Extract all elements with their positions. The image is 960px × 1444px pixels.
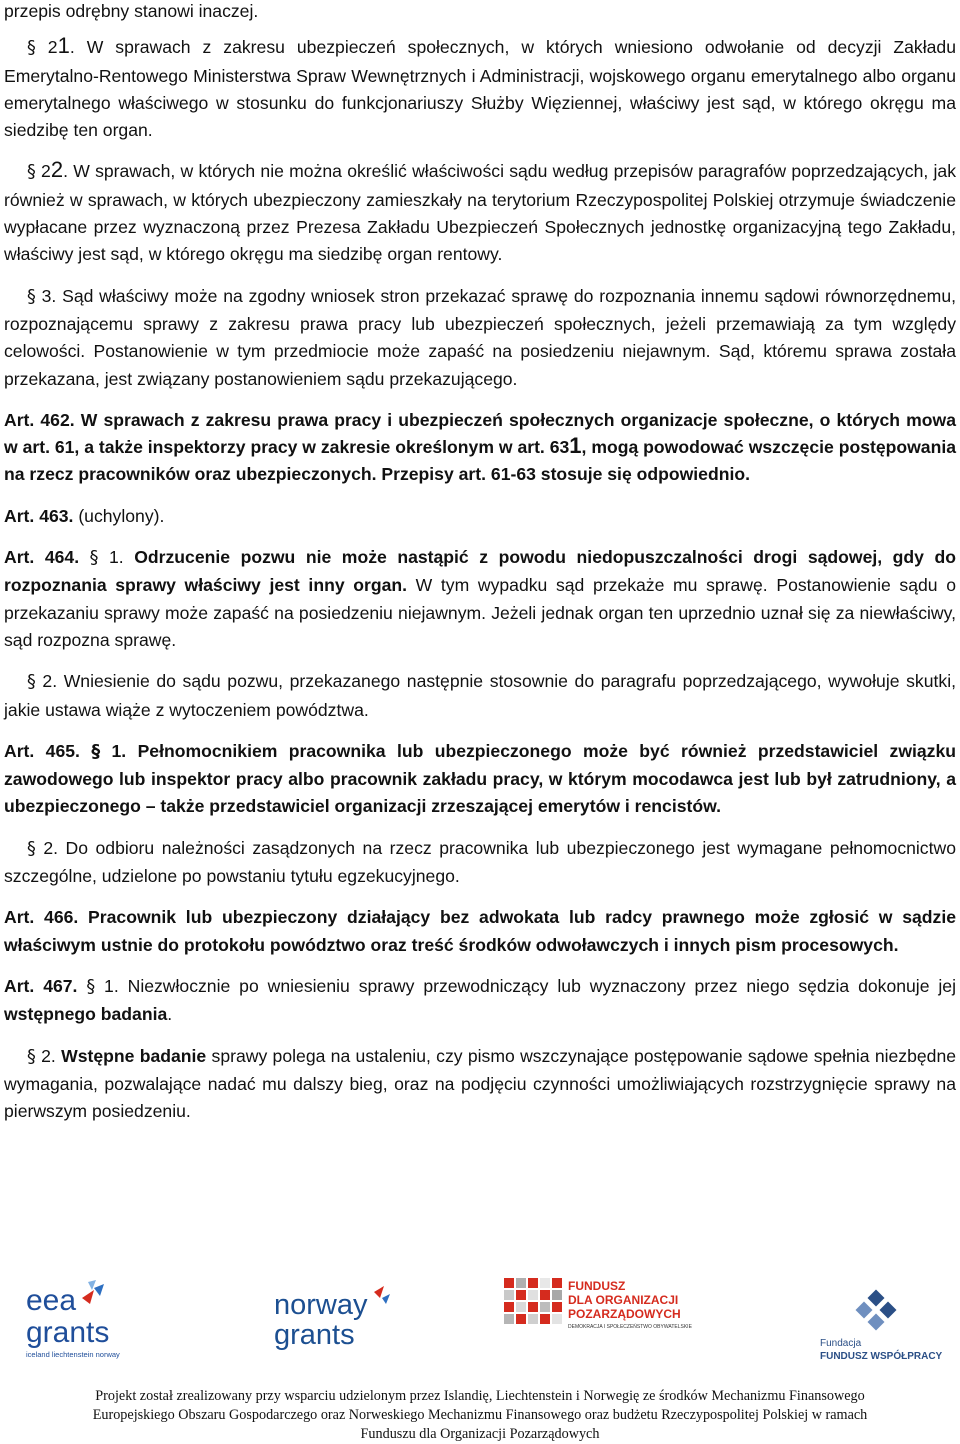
paragraph-text: 3. Sąd właściwy może na zgodny wniosek stron przekazać sprawę do rozpoznania innemu sądowi równorzędnemu, rozpoznającemu sprawy z zakresu prawa pracy lub ubezpieczeń społecznych, jeżeli przemawiają za tym względy celowości. Postanowienie w tym przedmiocie może zapaść na posiedzeniu niejawnym. Sąd, któremu sprawa została przekazana, jest związany postanowieniem sądu przekazującego.	[4, 285, 957, 389]
article-462	[4, 407, 956, 489]
bold-text: Odrzucenie pozwu nie może nastąpić z powodu niedopuszczalności drogi sądowej, gdy do rozpoznania sprawy właściwy jest inny organ.	[4, 547, 956, 596]
paragraph-number: 2.	[41, 1045, 56, 1066]
fundacja-line1: Fundacja	[820, 1338, 862, 1349]
paragraph-text: . W sprawach z zakresu ubezpieczeń społecznych, w których wniesiono odwołanie od decyzji Zakładu Emerytalno-Rentowego Ministerstwa Spraw Wewnętrznych i Administracji, wojskowego organu emerytalnego albo organu emerytalnego właściwego w stosunku do funkcjonariuszy Służby Więziennej, właściwy jest sąd, w którego okręgu ma siedzibę ten organ.	[4, 37, 956, 141]
article-heading: Art. 467.	[4, 975, 78, 996]
superscript: 2	[50, 157, 64, 183]
paragraph-3	[4, 283, 956, 393]
paragraph-number: 2	[41, 161, 51, 182]
eea-line2: grants	[26, 1316, 110, 1349]
article-467	[4, 973, 956, 1029]
paragraph-2-2	[4, 158, 956, 268]
section-sign: §	[27, 286, 36, 307]
superscript: 1	[569, 433, 582, 459]
fundacja-fundusz-wspolpracy-logo	[812, 1288, 952, 1364]
document-body	[4, 0, 956, 1125]
section-sign: §	[89, 548, 99, 569]
sponsor-logos	[0, 1276, 960, 1366]
fundacja-mark-icon	[856, 1290, 897, 1331]
section-sign: §	[91, 741, 101, 762]
section-sign: §	[27, 672, 36, 693]
article-463	[4, 503, 956, 530]
fundusz-line1: FUNDUSZ	[568, 1279, 626, 1293]
fundusz-sub: DEMOKRACJA I SPOŁECZEŃSTWO OBYWATELSKIE	[568, 1324, 692, 1330]
paragraph-2-1	[4, 34, 956, 144]
section-sign: §	[27, 838, 36, 859]
article-465-paragraph-2	[4, 835, 956, 891]
paragraph-text: 1. Niezwłocznie po wniesieniu sprawy przewodniczący lub wyznaczony przez niego sędzia dokonuje jej	[104, 975, 957, 996]
article-464	[4, 544, 956, 654]
paragraph-text: W tym wypadku sąd przekaże mu sprawę. Postanowienie sądu o przekazaniu sprawy może zapaść na posiedzeniu niejawnym. Jeżeli jednak organ ten uprzednio uznał się za niewłaściwy, sąd rozpozna sprawę.	[4, 575, 956, 650]
paragraph-text: 2. Do odbioru należności zasądzonych na rzecz pracownika lub ubezpieczonego jest wymagane pełnomocnictwo szczególne, udzielone po powstaniu tytułu egzekucyjnego.	[4, 837, 956, 887]
article-text: (uchylony).	[73, 505, 165, 526]
fundusz-dla-organizacji-logo	[504, 1276, 704, 1338]
superscript: 1	[57, 33, 70, 59]
section-sign: §	[27, 38, 36, 59]
text: przepis odrębny stanowi inaczej.	[4, 1, 259, 21]
paragraph-number: 1.	[108, 547, 124, 568]
bold-text: Wstępne badanie	[61, 1045, 207, 1066]
section-sign: §	[86, 976, 96, 997]
paragraph-text: .	[167, 1004, 173, 1025]
paragraph-text: . W sprawach, w których nie można określić właściwości sądu według przepisów paragrafów poprzedzających, jak również w sprawach, w których ubezpieczony zamieszkały na terytorium Rzeczypospolitej Polskiej otrzymuje świadczenie wypłacane przez wyznaczoną przez Prezesa Zakładu Ubezpieczeń Społecznych jednostkę organizacyjną tego Zakładu, właściwy jest sąd, w którego okręgu ma siedzibę organ rentowy.	[4, 161, 956, 265]
paragraph-text: 2. Wniesienie do sądu pozwu, przekazanego następnie stosownie do paragrafu poprzedzającego, wywołuje skutki, jakie ustawa wiąże z wytoczeniem powództwa.	[4, 671, 956, 720]
article-text: , mogą powodować wszczęcie postępowania na rzecz pracowników oraz ubezpieczonych. Przepisy art. 61-63 stosuje się odpowiednio.	[4, 437, 957, 485]
paragraph-intro	[4, 0, 956, 25]
article-465	[4, 738, 956, 821]
eea-line1: eea	[26, 1284, 77, 1317]
fundacja-line2: FUNDUSZ WSPÓŁPRACY	[820, 1351, 943, 1362]
article-text: Art. 466. Pracownik lub ubezpieczony działający bez adwokata lub radcy prawnego może zgłosić w sądzie właściwym ustnie do protokołu powództwo oraz treść środków odwoławczych i innych pism procesowych.	[4, 907, 956, 955]
section-sign: §	[27, 162, 36, 183]
footer-line: Funduszu dla Organizacji Pozarządowych	[360, 1425, 600, 1442]
fundusz-line3: POZARZĄDOWYCH	[568, 1307, 681, 1321]
norway-grants-logo	[272, 1284, 402, 1354]
article-text: 1. Pełnomocnikiem pracownika lub ubezpieczonego może być również przedstawiciel związku zawodowego lub inspektor pracy albo pracownik zakładu pracy, w którym mocodawca jest lub był zatrudniony, a ubezpieczonego – także przedstawiciel organizacji zrzeszającej emerytów i rencistów.	[4, 740, 957, 817]
article-464-paragraph-2	[4, 668, 956, 724]
article-heading: Art. 465.	[4, 740, 80, 761]
footer-line: Europejskiego Obszaru Gospodarczego oraz Norweskiego Mechanizmu Finansowego oraz budżetu Rzeczypospolitej Polskiej w ramach	[92, 1406, 868, 1423]
funding-footer	[0, 1387, 960, 1443]
article-467-paragraph-2	[4, 1043, 956, 1126]
fundusz-line2: DLA ORGANIZACJI	[568, 1293, 679, 1307]
norway-line1: norway	[274, 1289, 368, 1321]
article-heading: Art. 464.	[4, 547, 80, 568]
paragraph-number: 2	[47, 37, 58, 58]
norway-line2: grants	[274, 1319, 355, 1351]
footer-line: Projekt został zrealizowany przy wsparciu udzielonym przez Islandię, Liechtenstein i Norwegię ze środków Mechanizmu Finansowego	[95, 1388, 865, 1404]
article-text: Art. 462. W sprawach z zakresu prawa pracy i ubezpieczeń społecznych organizacje społeczne, o których mowa w art. 61, a także inspektorzy pracy w zakresie określonym w art. 63	[4, 409, 956, 458]
section-sign: §	[27, 1046, 36, 1067]
eea-sub: iceland liechtenstein norway	[26, 1350, 120, 1359]
paragraph-text: sprawy polega na ustaleniu, czy pismo wszczynające postępowanie sądowe spełnia niezbędne wymagania, pozwalające nadać mu dalszy bieg, oraz na podjęciu czynności umożliwiających rozstrzygnięcie sprawy na pierwszym posiedzeniu.	[4, 1045, 957, 1122]
fundusz-mosaic-icon	[504, 1278, 562, 1324]
eea-grants-logo	[24, 1280, 134, 1362]
bold-text: wstępnego badania	[4, 1004, 168, 1025]
article-heading: Art. 463.	[4, 505, 74, 526]
article-466	[4, 904, 956, 959]
